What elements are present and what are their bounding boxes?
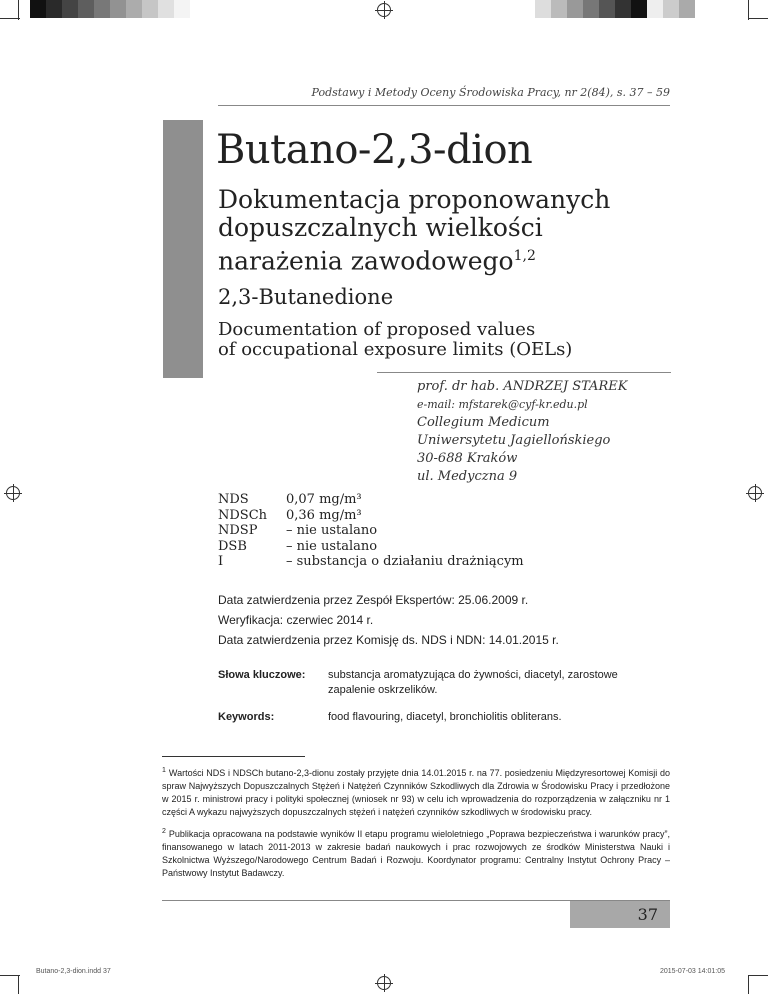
author-rule: [377, 372, 671, 373]
timestamp: 2015-07-03 14:01:05: [660, 968, 725, 975]
english-title: 2,3-Butanedione: [218, 285, 394, 309]
param-value: – nie ustalano: [286, 523, 378, 538]
param-key: NDS: [218, 492, 249, 507]
crop-mark: [0, 18, 20, 19]
registration-mark-top-icon: [377, 3, 391, 17]
english-subtitle-line: Documentation of proposed values: [218, 319, 536, 340]
footnote-number: 1: [162, 767, 166, 774]
color-bar-left: [30, 0, 190, 18]
english-subtitle-line: of occupational exposure limits (OELs): [218, 339, 573, 360]
limit-values: [218, 492, 524, 570]
subtitle-line: dopuszczalnych wielkości: [218, 213, 543, 242]
running-header: Podstawy i Metody Oceny Środowiska Pracy, nr 2(84), s. 37 – 59: [311, 86, 670, 99]
affiliation-line: ul. Medyczna 9: [417, 469, 518, 484]
param-key: NDSP: [218, 523, 258, 538]
keywords-en-label: Keywords:: [218, 711, 275, 723]
registration-mark-right-icon: [748, 486, 762, 500]
english-subtitle: [218, 320, 572, 360]
param-row: [218, 523, 524, 539]
affiliation-line: Collegium Medicum: [417, 415, 550, 430]
param-row: [218, 492, 524, 508]
param-value: 0,36 mg/m³: [286, 507, 362, 523]
header-rule: [218, 105, 670, 106]
param-row: [218, 539, 524, 555]
keywords-en-value: food flavouring, diacetyl, bronchiolitis obliterans.: [328, 711, 562, 723]
date-line: Weryfikacja: czerwiec 2014 r.: [218, 613, 374, 627]
keywords-pl-label: Słowa kluczowe:: [218, 669, 306, 681]
color-bar-right: [535, 0, 695, 18]
registration-mark-bottom-icon: [377, 976, 391, 990]
crop-mark: [748, 18, 768, 19]
param-key: I: [218, 554, 224, 569]
affiliation-line: 30-688 Kraków: [417, 451, 518, 466]
subtitle-pl: [218, 186, 610, 275]
footnote-ref: 1,2: [513, 248, 536, 264]
crop-mark: [748, 975, 749, 994]
param-value: – substancja o działaniu drażniącym: [286, 554, 524, 569]
crop-mark: [18, 975, 19, 994]
accent-bar: [163, 120, 203, 378]
crop-mark: [748, 0, 749, 20]
footnote-number: 2: [162, 828, 166, 835]
affiliation-line: Uniwersytetu Jagiellońskiego: [417, 433, 611, 448]
author-name: prof. dr hab. ANDRZEJ STAREK: [417, 379, 628, 394]
param-row: [218, 554, 524, 570]
date-line: Data zatwierdzenia przez Komisję ds. NDS i NDN: 14.01.2015 r.: [218, 633, 559, 647]
page-number: [570, 901, 670, 928]
footnote-1: [162, 764, 670, 819]
crop-mark: [0, 975, 20, 976]
approval-dates: [218, 590, 559, 650]
param-key: NDSCh: [218, 507, 268, 523]
param-key: DSB: [218, 538, 247, 554]
param-value: – nie ustalano: [286, 538, 378, 554]
crop-mark: [748, 975, 768, 976]
keywords-block: [218, 668, 658, 748]
subtitle-line: Dokumentacja proponowanych: [218, 185, 611, 214]
footnote-2: [162, 825, 670, 880]
footnote-text: Publikacja opracowana na podstawie wyników II etapu programu wieloletniego „Poprawa bezpieczeństwa i warunków pracy”, finansowanego w latach 2011-2013 w zakresie badań naukowych i prac rozwojowych ze środków Ministerstwa Nauki i Szkolnictwa Wyższego/Narodowego Centrum Badań i Rozwoju. Koordynator programu: Centralny Instytut Ochrony Pracy – Państwowy Instytut Badawczy.: [162, 829, 670, 878]
author-block: [417, 378, 627, 486]
author-email: e-mail: mfstarek@cyf-kr.edu.pl: [417, 398, 588, 411]
subtitle-line: narażenia zawodowego: [218, 246, 514, 276]
file-info: Butano-2,3-dion.indd 37: [36, 968, 111, 975]
footnote-rule: [162, 756, 305, 757]
footnote-text: Wartości NDS i NDSCh butano-2,3-dionu zostały przyjęte dnia 14.01.2015 r. na 77. posiedzeniu Międzyresortowej Komisji do spraw Najwyższych Dopuszczalnych Stężeń i Natężeń Czynników Szkodliwych dla Zdrowia w Środowisku Pracy i przedłożone w 2015 r. ministrowi pracy i polityki społecznej (wniosek nr 93) w celu ich wprowadzenia do rozporządzenia w załączniku nr 1 części A wykazu najwyższych dopuszczalnych stężeń i natężeń czynników szkodliwych w środowisku pracy.: [162, 768, 670, 817]
param-row: [218, 508, 524, 524]
crop-mark: [18, 0, 19, 20]
date-line: Data zatwierdzenia przez Zespół Ekspertów: 25.06.2009 r.: [218, 593, 529, 607]
page-title: Butano-2,3-dion: [216, 127, 533, 173]
keywords-pl-value: substancja aromatyzująca do żywności, diacetyl, zarostowe zapalenie oskrzelików.: [328, 669, 618, 696]
registration-mark-left-icon: [6, 486, 20, 500]
page-number-text: 37: [637, 905, 658, 924]
param-value: 0,07 mg/m³: [286, 492, 362, 507]
